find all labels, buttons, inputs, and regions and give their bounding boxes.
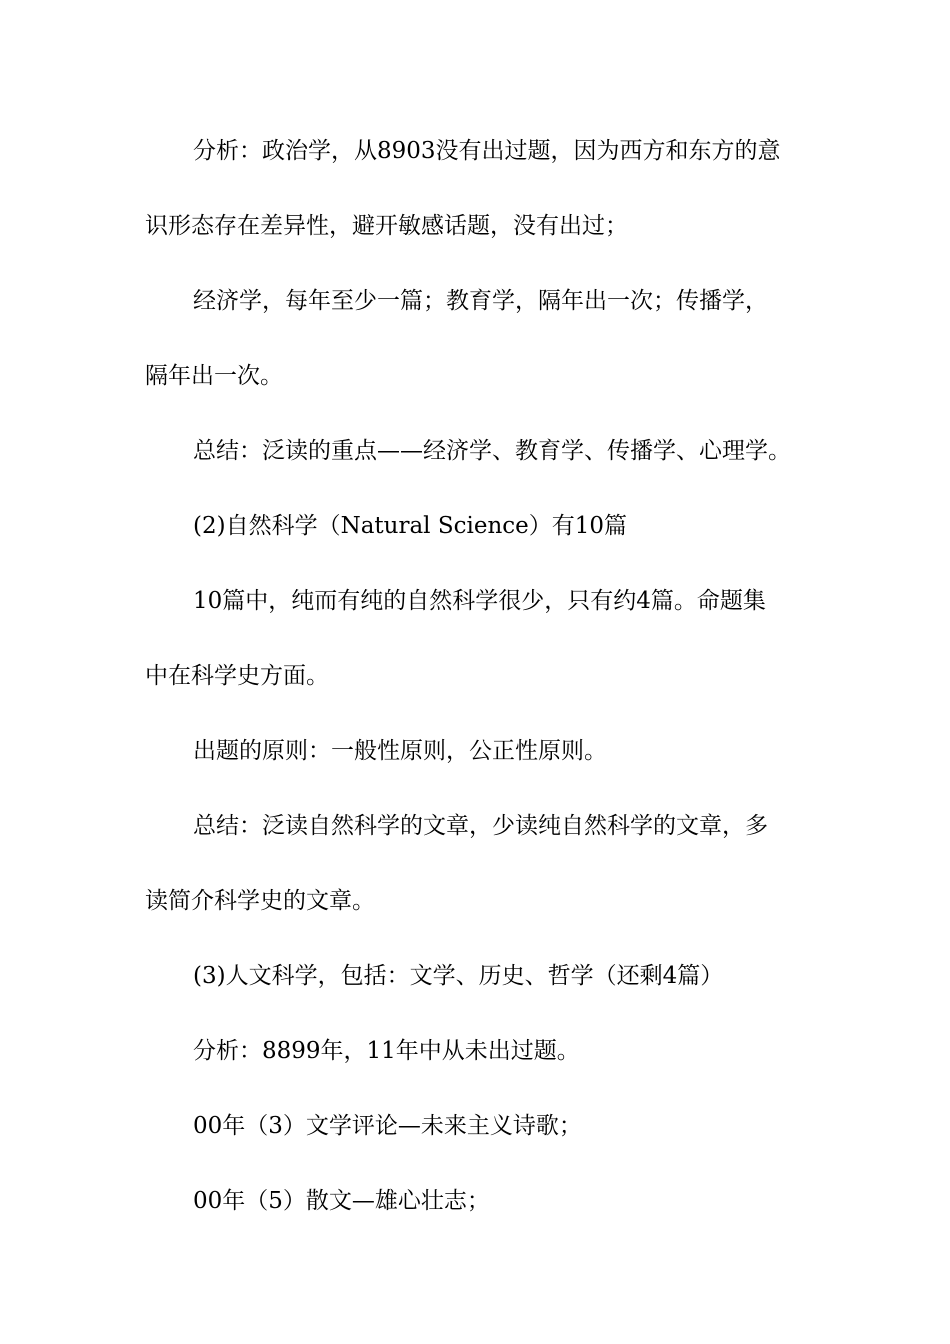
section-heading-natural-science: (2)自然科学（Natural Science）有10篇 <box>193 513 628 539</box>
list-item-literary-criticism: 00年（3）文学评论—未来主义诗歌； <box>193 1113 582 1139</box>
paragraph-line-summary-1: 总结：泛读的重点——经济学、教育学、传播学、心理学。 <box>193 438 791 464</box>
paragraph-line-summary-2: 总结：泛读自然科学的文章，少读纯自然科学的文章，多 <box>193 813 768 839</box>
paragraph-line-summary-2-cont: 读简介科学史的文章。 <box>145 888 375 914</box>
paragraph-line-economics: 经济学，每年至少一篇；教育学，隔年出一次；传播学， <box>193 288 768 314</box>
paragraph-line-humanities-analysis: 分析：8899年，11年中从未出过题。 <box>193 1038 580 1064</box>
paragraph-line-natural-science-cont: 中在科学史方面。 <box>145 663 329 689</box>
paragraph-line-economics-cont: 隔年出一次。 <box>145 363 283 389</box>
paragraph-line-politics-analysis-cont: 识形态存在差异性，避开敏感话题，没有出过； <box>145 213 628 239</box>
paragraph-line-natural-science: 10篇中，纯而有纯的自然科学很少，只有约4篇。命题集 <box>193 588 766 614</box>
paragraph-line-politics-analysis: 分析：政治学，从8903没有出过题，因为西方和东方的意 <box>193 138 781 164</box>
section-heading-humanities: (3)人文科学，包括：文学、历史、哲学（还剩4篇） <box>193 963 724 989</box>
list-item-essay: 00年（5）散文—雄心壮志； <box>193 1188 490 1214</box>
paragraph-line-principles: 出题的原则：一般性原则，公正性原则。 <box>193 738 607 764</box>
